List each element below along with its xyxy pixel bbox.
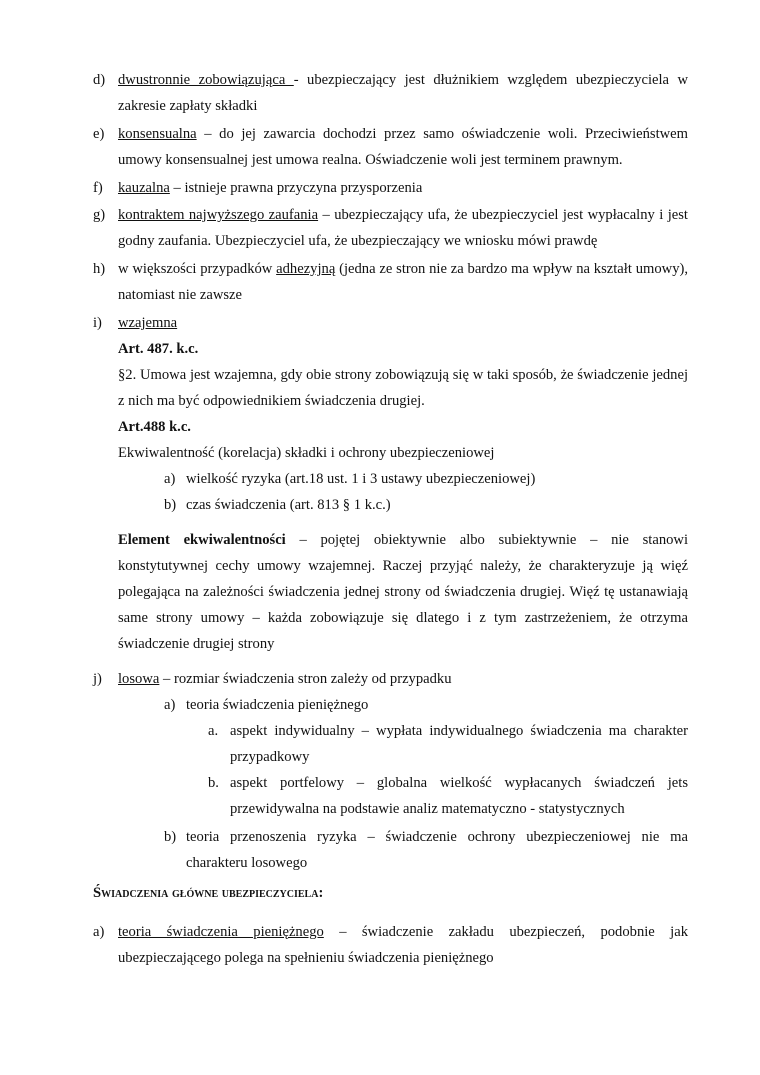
list-marker: h) bbox=[93, 261, 106, 277]
art-487-text: §2. Umowa jest wzajemna, gdy obie strony zobowiązują się w taki sposób, że świadczenie jednej z nich ma być odpowiednikiem świadczenia drugiej. bbox=[118, 367, 688, 409]
term-underlined: kauzalna bbox=[118, 180, 170, 196]
list-marker: b) bbox=[164, 497, 177, 513]
list-item-i bbox=[93, 310, 688, 336]
item-text: teoria przenoszenia ryzyka – świadczenie ochrony ubezpieczeniowej nie ma charakteru losowego bbox=[186, 829, 688, 871]
item-text: czas świadczenia (art. 813 § 1 k.c.) bbox=[186, 497, 391, 513]
term-underlined: dwustronnie zobowiązująca bbox=[118, 72, 294, 88]
item-text: – do jej zawarcia dochodzi przez samo oświadczenie woli. Przeciwieństwem umowy konsensualnej jest umowa realna. Oświadczenie woli jest terminem prawnym. bbox=[118, 126, 688, 168]
item-text: aspekt portfelowy – globalna wielkość wypłacanych świadczeń jets przewidywalna na podstawie analiz matematyczno - statystycznych bbox=[230, 775, 688, 817]
term-underlined: losowa bbox=[118, 671, 160, 687]
section-heading: Świadczenia główne ubezpieczyciela: bbox=[93, 885, 324, 901]
item-text: – istnieje prawna przyczyna przysporzenia bbox=[169, 180, 423, 196]
art-488-intro: Ekwiwalentność (korelacja) składki i ochrony ubezpieczeniowej bbox=[118, 445, 495, 461]
list-marker: f) bbox=[93, 180, 103, 196]
list-marker: j) bbox=[93, 671, 102, 687]
losowa-item-b bbox=[164, 824, 688, 876]
losowa-item-a bbox=[164, 692, 694, 718]
list-item-e bbox=[93, 121, 688, 173]
list-marker: b) bbox=[164, 829, 177, 845]
list-marker: e) bbox=[93, 126, 105, 142]
item-text-pre: w większości przypadków bbox=[118, 261, 277, 277]
losowa-subitem-a bbox=[208, 718, 688, 770]
list-item-f bbox=[93, 175, 688, 201]
term-underlined: wzajemna bbox=[118, 315, 178, 331]
art-488-list-item-a bbox=[164, 466, 694, 492]
term-underlined: kontraktem najwyższego zaufania bbox=[118, 207, 319, 223]
item-text: – świadczenie zakładu ubezpieczeń, podobnie jak ubezpieczającego polega na spełnieniu świadczenia pieniężnego bbox=[118, 924, 688, 966]
art-488-heading: Art.488 k.c. bbox=[118, 419, 191, 435]
list-item-d bbox=[93, 67, 688, 119]
list-item-j bbox=[93, 666, 688, 692]
item-text: (jedna ze stron nie za bardzo ma wpływ na kształt umowy), natomiast nie zawsze bbox=[118, 261, 688, 303]
art-488-list-item-b bbox=[164, 492, 694, 518]
list-marker: g) bbox=[93, 207, 106, 223]
element-text: – pojętej obiektywnie albo subiektywnie – nie stanowi konstytutywnej cechy umowy wzajemnej. Raczej przyjąć należy, że charakteryzuje ją więź polegająca na zależności świadczenia jednej strony od świadczenia drugiej. Więź tę ustanawiają same strony umowy – każda zobowiązuje się dlatego i z tym zastrzeżeniem, że otrzyma świadczenie drugiej strony bbox=[118, 532, 689, 652]
item-text: teoria świadczenia pieniężnego bbox=[186, 697, 369, 713]
section-item-a bbox=[93, 919, 688, 971]
term-underlined: teoria świadczenia pieniężnego bbox=[118, 924, 324, 940]
list-marker: i) bbox=[93, 315, 102, 331]
item-text: aspekt indywidualny – wypłata indywidualnego świadczenia ma charakter przypadkowy bbox=[230, 723, 688, 765]
list-marker: a) bbox=[93, 924, 105, 940]
losowa-subitem-b bbox=[208, 770, 688, 822]
list-item-g bbox=[93, 202, 688, 254]
term-underlined: konsensualna bbox=[118, 126, 197, 142]
term-underlined: adhezyjną bbox=[276, 261, 336, 277]
list-marker: b. bbox=[208, 775, 219, 791]
element-bold-lead: Element ekwiwalentności bbox=[118, 532, 286, 548]
art-487-heading: Art. 487. k.c. bbox=[118, 341, 199, 357]
item-text: – ubezpieczający ufa, że ubezpieczyciel jest wypłacalny i jest godny zaufania. Ubezpieczyciel ufa, że ubezpieczający we wniosku mówi prawdę bbox=[118, 207, 688, 249]
list-item-h bbox=[93, 256, 688, 308]
list-marker: d) bbox=[93, 72, 106, 88]
item-text: wielkość ryzyka (art.18 ust. 1 i 3 ustawy ubezpieczeniowej) bbox=[186, 471, 536, 487]
list-marker: a) bbox=[164, 697, 176, 713]
element-paragraph bbox=[118, 527, 688, 657]
item-text: - ubezpieczający jest dłużnikiem względem ubezpieczyciela w zakresie zapłaty składki bbox=[118, 72, 688, 114]
list-marker: a. bbox=[208, 723, 219, 739]
item-text: – rozmiar świadczenia stron zależy od przypadku bbox=[159, 671, 452, 687]
list-marker: a) bbox=[164, 471, 176, 487]
